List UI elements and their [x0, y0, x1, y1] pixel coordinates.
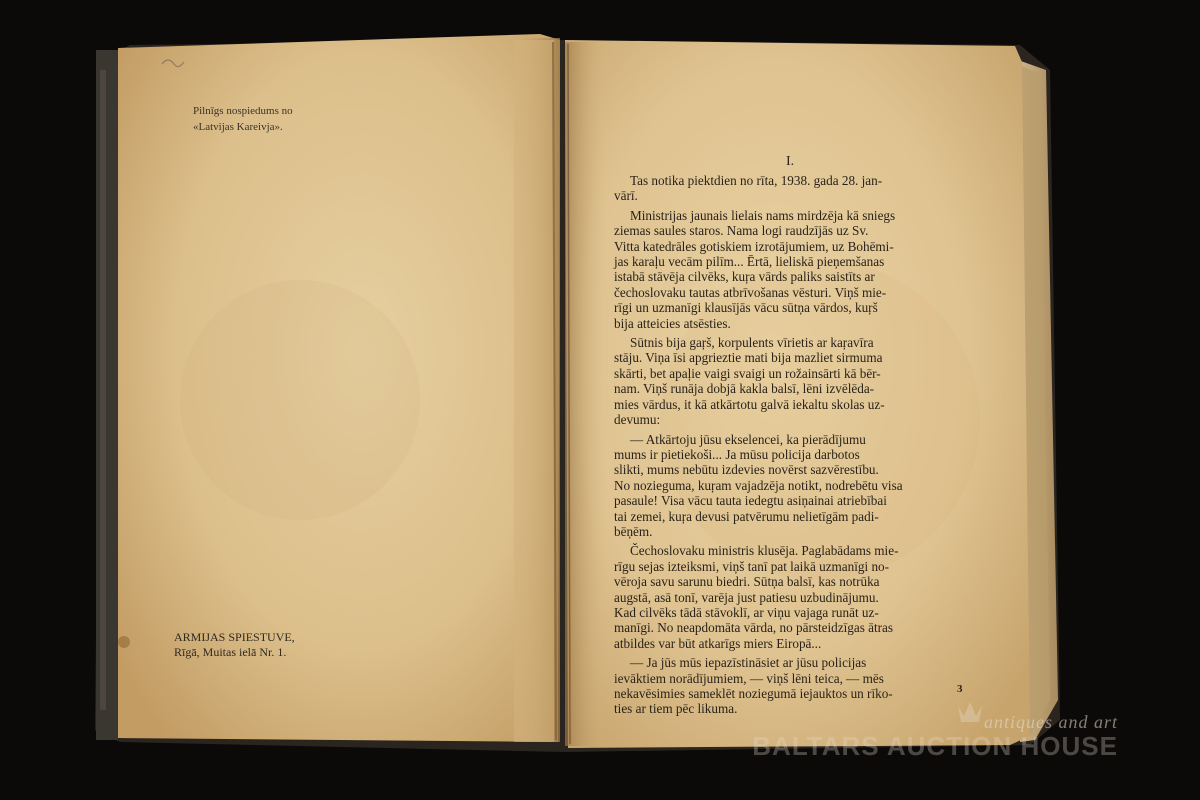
text-line: Sūtnis bija gaŗš, korpulents vīrietis ar kaŗavīra — [630, 335, 874, 351]
text-line: rīgu sejas izteiksmi, viņš tanī pat laikā uzmanīgi no- — [614, 558, 890, 574]
text-line: Tas notika piektdien no rīta, 1938. gada 28. jan- — [630, 173, 883, 188]
text-line: Kad cilvēks tādā stāvoklī, ar viņu vajaga runāt uz- — [614, 604, 879, 620]
text-line: nekavēsimies sameklēt noziegumā iejauktos un rīko- — [614, 686, 893, 701]
printer-info — [174, 630, 295, 660]
text-line: No nozieguma, kuŗam vajadzēja notikt, nodrebētu visa — [614, 477, 903, 493]
text-line: slikti, mums nebūtu izdevies novērst sazvērestību. — [614, 462, 879, 478]
text-line: ievāktiem norādījumiem, — viņš lēni teica, — mēs — [614, 670, 884, 686]
imprint-note-line: «Latvijas Kareivja». — [193, 121, 283, 133]
text-line: atbildes var būt atkarīgs miers Eiropā... — [614, 635, 822, 651]
text-line: — Ja jūs mūs iepazīstināsiet ar jūsu policijas — [630, 655, 867, 671]
text-line: čechoslovaku tautas atbrīvošanas vēsturi. Viņš mie- — [614, 284, 887, 300]
text-line: skārti, bet apaļie vaigi svaigi un rožainsārti kā bēr- — [614, 365, 881, 381]
paragraph — [614, 335, 986, 427]
paragraph — [614, 208, 986, 331]
imprint-note — [193, 103, 293, 135]
text-line: manīgi. No neapdomāta vārda, no pārsteidzīgas ātras — [614, 620, 894, 636]
watermark-tagline: antiques and art — [983, 712, 1118, 732]
text-line: bija atteicies atsēsties. — [614, 315, 731, 331]
text-line: istabā stāvēja cilvēks, kuŗa vārds paliks saistīts ar — [614, 269, 875, 285]
text-line: nam. Viņš runāja dobjā kakla balsī, lēni izvēlēda- — [614, 381, 875, 397]
text-line: devumu: — [614, 412, 661, 428]
paragraph — [614, 655, 986, 717]
text-line: vēroja savu sarunu biedri. Sūtņa balsī, kas notrūka — [614, 574, 880, 590]
text-line: Čechoslovaku ministris klusēja. Paglabādams mie- — [630, 543, 899, 559]
body-text — [614, 173, 986, 721]
text-line: augstā, asā tonī, varēja just patiesu uzbudinājumu. — [614, 589, 879, 605]
text-line: mums ir pietiekoši... Ja mūsu policija darbotos — [614, 446, 860, 462]
text-line: jas karaļu vecām pilīm... Ērtā, lieliskā pieņemšanas — [614, 254, 885, 270]
watermark-brand: BALTARS AUCTION HOUSE — [752, 731, 1118, 761]
text-line: ziemas saules staros. Nama logi raudzījās uz Sv. — [614, 223, 869, 239]
text-line: — Atkārtoju jūsu ekselencei, ka pierādījumu — [630, 431, 866, 447]
text-line: stāju. Viņa īsi apgrieztie mati bija mazliet sirmuma — [614, 350, 883, 366]
watermark — [752, 712, 1118, 762]
text-line: vārī. — [614, 188, 638, 204]
chapter-heading: I. — [786, 154, 795, 169]
printer-name: ARMIJAS SPIESTUVE, — [174, 630, 295, 644]
text-line: bēņēm. — [614, 523, 653, 539]
text-line: mies vārdus, it kā atkārtotu galvā iekaltu skolas uz- — [614, 396, 885, 412]
text-line: Vitta katedrāles gotiskiem izrotājumiem, uz Bohēmi- — [614, 238, 894, 254]
text-line: tai zemei, kuŗa devusi patvērumu nelietīgām padi- — [614, 508, 879, 524]
text-line: Ministrijas jaunais lielais nams mirdzēja kā sniegs — [630, 207, 896, 223]
text-line: pasaule! Visa vācu tauta iedegtu asiņainai atriebībai — [614, 493, 887, 509]
paragraph — [614, 432, 986, 540]
text-line: rīgi un uzmanīgi klausījās vācu sūtņa vārdos, kuŗš — [614, 300, 878, 316]
page-number: 3 — [957, 683, 963, 695]
imprint-note-line: Pilnīgs nospiedums no — [193, 105, 293, 117]
paragraph — [614, 173, 986, 204]
text-line: ties ar tiem pēc likuma. — [614, 701, 738, 717]
printer-address: Rīgā, Muitas ielā Nr. 1. — [174, 645, 287, 659]
paragraph — [614, 543, 986, 651]
